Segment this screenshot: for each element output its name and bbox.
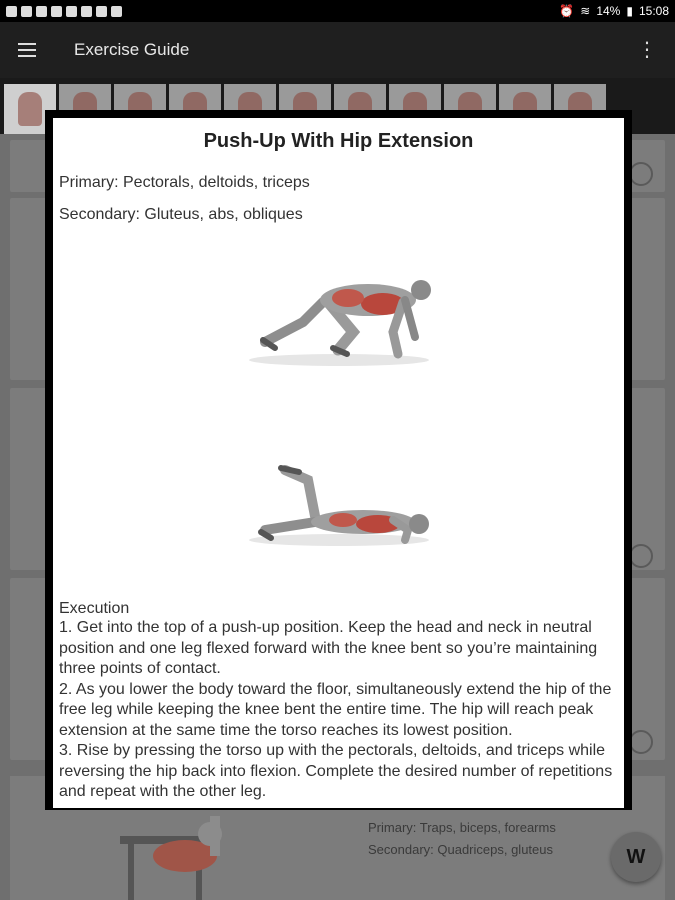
exercise-illustration-end xyxy=(53,412,624,582)
calendar-icon xyxy=(111,6,122,17)
exercise-dialog-content xyxy=(53,118,624,808)
battery-level: 14% xyxy=(596,4,621,18)
hamburger-menu-icon[interactable] xyxy=(18,43,36,57)
system-icons xyxy=(559,4,669,18)
execution-step: 1. Get into the top of a push-up position. Keep the head and neck in neutral position and one leg flexed forward with the knee bent so you’re maintaining three points of contact. xyxy=(59,619,598,677)
alarm-icon: ⏰ xyxy=(559,4,575,18)
execution-step: 2. As you lower the body toward the floor, simultaneously extend the hip of the free leg while keeping the knee bent the entire time. The hip will reach peak extension at the same time the torso reaches its lowest position. xyxy=(59,680,612,739)
status-bar xyxy=(0,0,675,22)
clock: 15:08 xyxy=(638,4,669,18)
more-vert-icon[interactable]: ⋮ xyxy=(637,39,657,61)
exercise-dialog xyxy=(45,110,632,810)
wifi-icon: ≋ xyxy=(580,4,591,18)
play-store-icon xyxy=(51,6,62,17)
exercise-title: Push-Up With Hip Extension xyxy=(203,130,474,152)
card-primary-muscles: Primary: Traps, biceps, forearms xyxy=(368,820,556,835)
gallery-icon xyxy=(36,6,47,17)
primary-muscles: Primary: Pectorals, deltoids, triceps xyxy=(59,174,310,191)
play-store-icon xyxy=(81,6,92,17)
image-icon xyxy=(21,6,32,17)
favorite-icon[interactable] xyxy=(629,162,653,186)
execution-step: 3. Rise by pressing the torso up with the pectorals, deltoids, and triceps while reversing the hip back into flexion. Complete the desired number of repetitions and repeat with the other leg. xyxy=(59,742,613,800)
card-secondary-muscles: Secondary: Quadriceps, gluteus xyxy=(368,842,553,857)
mail-icon xyxy=(96,6,107,17)
workout-fab-button[interactable]: W xyxy=(611,832,661,882)
download-icon xyxy=(6,6,17,17)
app-bar xyxy=(0,22,675,78)
favorite-icon[interactable] xyxy=(629,730,653,754)
favorite-icon[interactable] xyxy=(629,544,653,568)
execution-heading: Execution xyxy=(59,600,130,617)
app-title: Exercise Guide xyxy=(74,40,190,59)
play-store-icon xyxy=(66,6,77,17)
secondary-muscles: Secondary: Gluteus, abs, obliques xyxy=(59,206,303,223)
notification-icons xyxy=(6,6,122,17)
battery-icon: ▮ xyxy=(626,4,633,18)
exercise-illustration-start xyxy=(53,242,624,412)
